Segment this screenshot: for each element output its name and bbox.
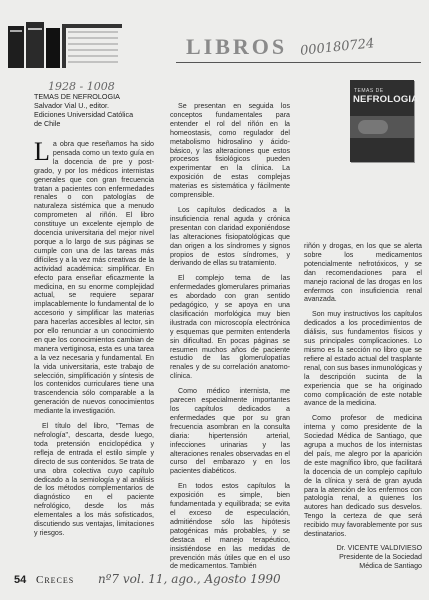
books-illustration (6, 18, 126, 70)
paragraph: El complejo tema de las enfermedades glomerulares primarias es abordado con gran sentido pedagógico, y se apoya en una clasificación morfológica muy bien ilustrada con microscopía electrónica y esquemas que permiten entenderla sin dificultad. En pocas páginas se resumen muchos años de paciente estudio de las glomerulopatías renales y de su correlación anatomo-clínica. (170, 274, 290, 381)
reviewer-role: Presidente de la Sociedad (339, 553, 422, 561)
handwritten-years: 1928 - 1008 (48, 80, 115, 93)
handwritten-issue-note: nº7 vol. 11, ago., Agosto 1990 (98, 572, 281, 586)
book-place: de Chile (34, 119, 61, 128)
text-column-2 (170, 102, 290, 577)
paragraph: Se presentan en seguida los conceptos fundamentales para entender el rol del riñón en la homeostasis, como regulador del metabolismo hidrosalino y ácido-básico, y las alteraciones que estos procesos fisiológicos pueden experimentar en la clínica. La exposición de estas complejas materias es sistemática y fácilmente comprensible. (170, 102, 290, 200)
text-column-1 (34, 137, 154, 544)
book-publisher: Ediciones Universidad Católica (34, 110, 134, 119)
paragraph: riñón y drogas, en los que se alerta sobre los medicamentos potencialmente nefrotóxicos, y se dan recomendaciones para el manejo racional de las drogas en los enfermos con insuficiencia renal avanzada. (304, 242, 422, 304)
book-cover-image (350, 80, 419, 162)
page-footer (14, 572, 414, 592)
cover-graphic (358, 120, 388, 134)
paragraph: En todos estos capítulos la exposición es simple, bien fundamentada y equilibrada; se evita el exceso de especulación, admitiéndose sólo las hipótesis patogénicas más probables, y se destaca el manejo terapéutico, insistiéndose en las medidas de prevención más útiles que en el uso de medicamentos. También (170, 482, 290, 571)
book-author: Salvador Vial U., editor. (34, 101, 109, 110)
drop-cap: L (34, 137, 50, 166)
cover-title: NEFROLOGIA (353, 94, 419, 105)
paragraph: Los capítulos dedicados a la insuficiencia renal aguda y crónica presentan con claridad exponiéndose las alteraciones fisiopatológicas que dan origen a los síndromes y signos propios de estos síndromes, y derivando de ellas su tratamiento. (170, 205, 290, 268)
text-column-3 (304, 242, 422, 545)
paragraph: a obra que reseñamos ha sido pensada como un texto guía en la docencia de pre y post-grado, y por los médicos internistas generales que con gran frecuencia tratan a pacientes con enfermedades renales o con patologías de naturaleza sistémica que a menudo comprometen al riñón. El libro constituye un excelente ejemplo de docencia universitaria del mejor nivel porque a lo largo de sus páginas se cumple con una de las tareas más difíciles y a la vez más creativas de la actividad académica: simplificar. En efecto para enseñar eficazmente la medicina, en su enorme complejidad actual, se requiere separar implacablemente lo fundamental de lo accesorio y simplificar las materias para hacerlas accesibles al lector, sin por ello renunciar a un conocimiento en que los conocimientos cambian de manera vertiginosa, esta es una tarea a la vez necesaria y fundamental. En la vida universitaria, este trabajo de selección, simplificación y síntesis de los contenidos curriculares tiene una trascendencia sólo comparable a la generación de nuevos conocimientos mediante la investigación. (34, 140, 154, 416)
bibliographic-info (34, 92, 170, 128)
magazine-brand: Creces (36, 574, 75, 586)
header-rule (176, 62, 421, 63)
handwritten-catalog-number: 000180724 (299, 36, 376, 59)
cover-subtitle: TEMAS DE (354, 88, 384, 94)
paragraph: Como profesor de medicina interna y como presidente de la Sociedad Médica de Santiago, que agrupa a muchos de los internistas del país, me alegro por la aparición de este magnífico libro, que facilitará la docencia de un complejo capítulo de la clínica y será de gran ayuda para la atención de los enfermos con patología renal, a quienes los autores han dedicado sus desvelos. Tengo la certeza de que será recibido muy favorablemente por sus destinatarios. (304, 414, 422, 539)
reviewer-signature (304, 544, 422, 571)
book-title: TEMAS DE NEFROLOGIA (34, 92, 120, 101)
paragraph: Como médico internista, me parecen especialmente importantes los capítulos dedicados a enfermedades que por su gran frecuencia asombran en la consulta diaria: hipertensión arterial, infecciones urinarias y las alteraciones renales observadas en el curso del embarazo y en los pacientes diabéticos. (170, 387, 290, 476)
paragraph: El título del libro, "Temas de nefrología", descarta, desde luego, toda pretensión enciclopédica y refleja de entrada el estilo simple y directo de sus contenidos. Se trata de una obra colectiva cuyo capítulo dedicado a la semiología y al análisis de los métodos complementarios de diagnóstico en el paciente nefrológico, desde los más elementales a los más sofisticados, discutiendo sus ventajas, limitaciones y riesgos. (34, 422, 154, 537)
reviewer-role: Médica de Santiago (359, 562, 422, 570)
page-number: 54 (14, 574, 27, 586)
section-title: LIBROS (186, 34, 288, 59)
reviewer-name: Dr. VICENTE VALDIVIESO (336, 544, 422, 552)
paragraph: Son muy instructivos los capítulos dedicados a los procedimientos de diálisis, sus fundamentos físicos y sus principales complicaciones. Lo mismo es la sección no libro que se refiere al estado actual del trasplante renal, con sus bases inmunológicas y la descripción sucinta de la experiencia que se ha originado como complicación de este notable avance de la medicina. (304, 310, 422, 408)
